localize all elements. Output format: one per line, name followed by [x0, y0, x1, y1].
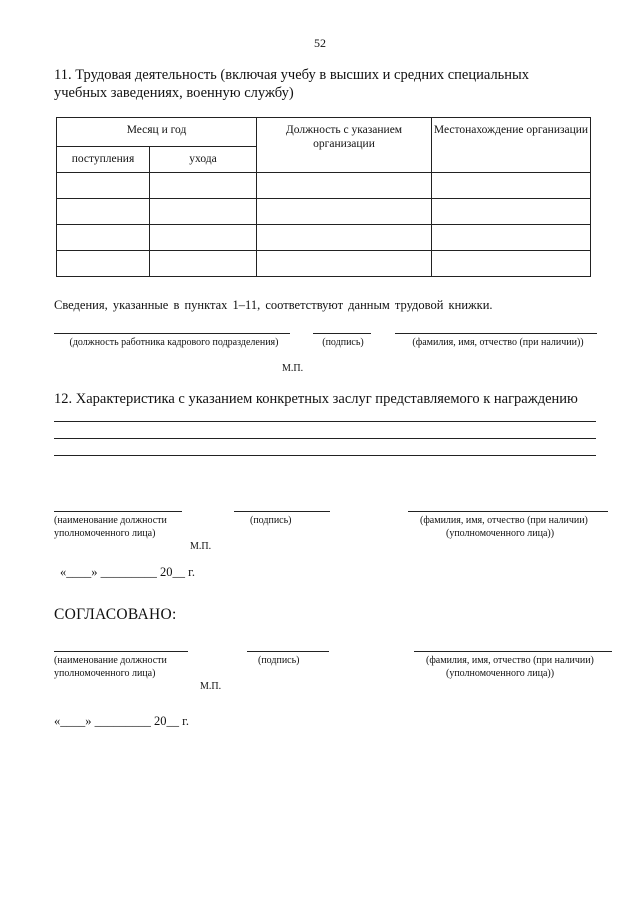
- section-11-title: 11. Трудовая деятельность (включая учебу в высших и средних специальных учебных заведениях, военную службу): [54, 67, 530, 101]
- agreed-position-caption-1: (наименование должности: [54, 655, 167, 666]
- official-name-caption-2: (уполномоченного лица)): [446, 528, 555, 539]
- header-location: Местонахождение организации: [432, 118, 591, 173]
- work-history-table: [56, 117, 591, 277]
- header-exit: ухода: [150, 147, 257, 173]
- table-cell[interactable]: [432, 199, 591, 225]
- characteristic-line[interactable]: [54, 438, 596, 439]
- agreed-position-caption-2: уполномоченного лица): [54, 668, 156, 679]
- header-position: Должность с указанием организации: [257, 118, 432, 173]
- hr-signature-caption: (подпись): [322, 337, 364, 348]
- table-cell[interactable]: [257, 251, 432, 277]
- hr-name-caption: (фамилия, имя, отчество (при наличии)): [412, 337, 584, 348]
- agreed-name-caption-1: (фамилия, имя, отчество (при наличии): [426, 655, 594, 666]
- characteristic-line[interactable]: [54, 421, 596, 422]
- official-signature-line[interactable]: [234, 511, 330, 512]
- table-cell[interactable]: [57, 173, 150, 199]
- table-cell[interactable]: [150, 173, 257, 199]
- table-row: [57, 173, 591, 199]
- table-cell[interactable]: [150, 199, 257, 225]
- agreed-stamp: М.П.: [200, 681, 222, 692]
- agreed-date[interactable]: «____» _________ 20__ г.: [54, 714, 189, 728]
- table-cell[interactable]: [57, 251, 150, 277]
- table-cell[interactable]: [150, 225, 257, 251]
- agreed-signature-caption: (подпись): [258, 655, 300, 666]
- table-row: [57, 251, 591, 277]
- agreed-title: СОГЛАСОВАНО:: [54, 606, 177, 623]
- table-cell[interactable]: [432, 251, 591, 277]
- hr-signature-line[interactable]: [313, 333, 371, 334]
- agreed-name-caption-2: (уполномоченного лица)): [446, 668, 555, 679]
- hr-stamp: М.П.: [282, 363, 304, 374]
- table-row: [57, 199, 591, 225]
- hr-statement: Сведения, указанные в пунктах 1–11, соответствуют данным трудовой книжки.: [54, 298, 493, 312]
- official-position-line[interactable]: [54, 511, 182, 512]
- official-position-caption-1: (наименование должности: [54, 515, 167, 526]
- section-12-title: 12. Характеристика с указанием конкретных заслуг представляемого к награждению: [54, 391, 578, 407]
- agreed-position-line[interactable]: [54, 651, 188, 652]
- table-cell[interactable]: [57, 225, 150, 251]
- official-position-caption-2: уполномоченного лица): [54, 528, 156, 539]
- hr-position-caption: (должность работника кадрового подразделения): [69, 337, 279, 348]
- official-name-line[interactable]: [408, 511, 608, 512]
- hr-position-line[interactable]: [54, 333, 290, 334]
- table-row: [57, 225, 591, 251]
- official-name-caption-1: (фамилия, имя, отчество (при наличии): [420, 515, 588, 526]
- official-stamp: М.П.: [190, 541, 212, 552]
- table-cell[interactable]: [432, 225, 591, 251]
- table-cell[interactable]: [257, 173, 432, 199]
- table-cell[interactable]: [432, 173, 591, 199]
- characteristic-line[interactable]: [54, 455, 596, 456]
- hr-name-line[interactable]: [395, 333, 597, 334]
- header-entry: поступления: [57, 147, 150, 173]
- official-signature-caption: (подпись): [250, 515, 292, 526]
- page-number: 52: [314, 36, 326, 50]
- table-cell[interactable]: [150, 251, 257, 277]
- header-month-year: Месяц и год: [57, 118, 257, 147]
- agreed-signature-line[interactable]: [247, 651, 329, 652]
- official-date[interactable]: «____» _________ 20__ г.: [60, 565, 195, 579]
- table-cell[interactable]: [257, 199, 432, 225]
- table-cell[interactable]: [257, 225, 432, 251]
- agreed-name-line[interactable]: [414, 651, 612, 652]
- table-cell[interactable]: [57, 199, 150, 225]
